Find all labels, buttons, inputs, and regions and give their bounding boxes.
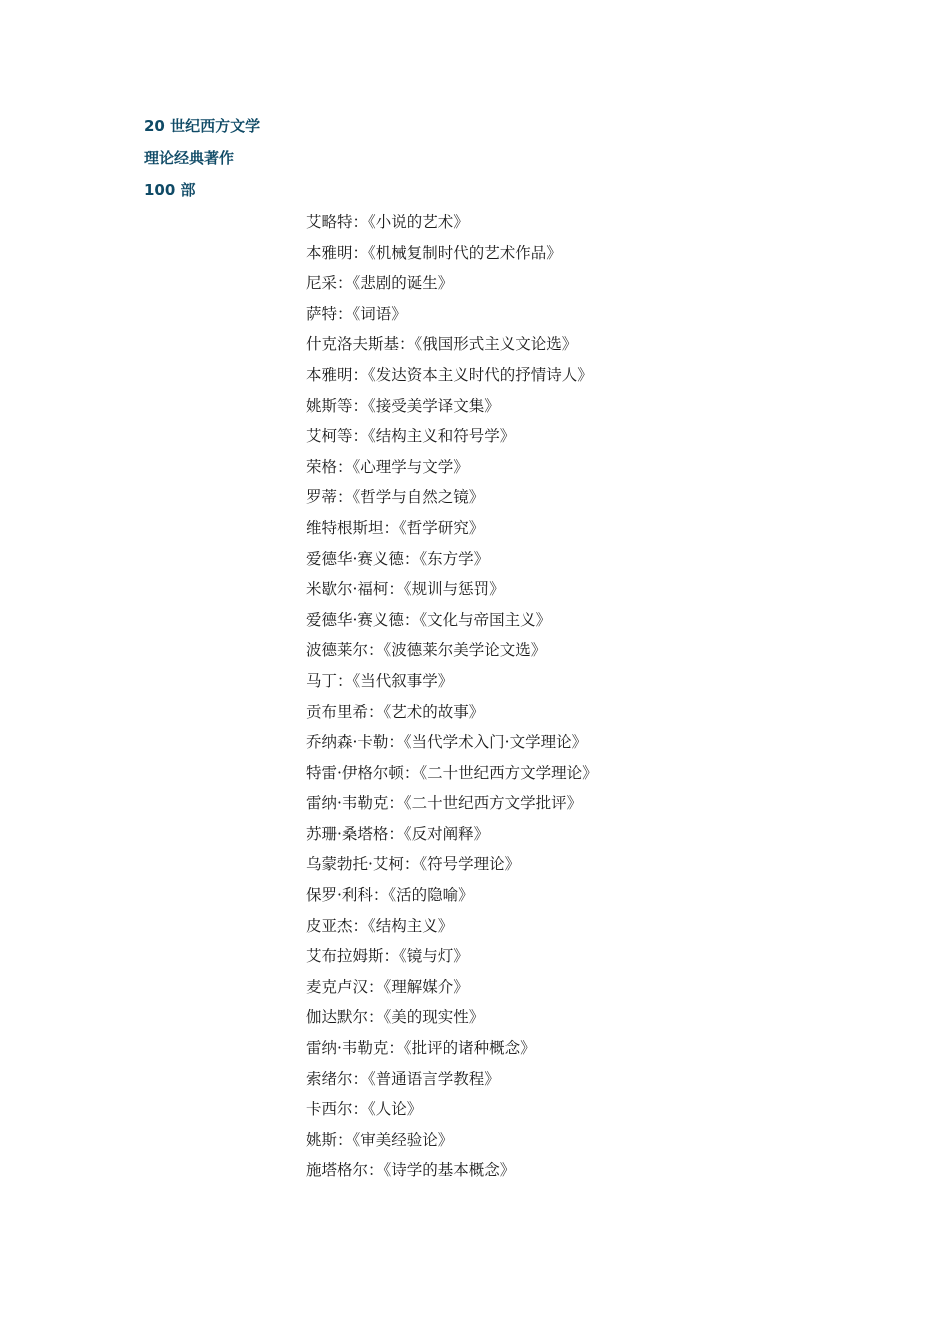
book-entry: 维特根斯坦：《哲学研究》: [306, 518, 485, 537]
book-entry: 保罗·利科：《活的隐喻》: [306, 886, 474, 905]
book-entry: 马丁：《当代叙事学》: [306, 671, 454, 690]
book-entry: 荣格：《心理学与文学》: [306, 457, 469, 476]
book-entry: 雷纳·韦勒克：《批评的诸种概念》: [306, 1039, 536, 1058]
book-entry: 波德莱尔：《波德莱尔美学论文选》: [306, 641, 547, 660]
book-entry: 本雅明：《机械复制时代的艺术作品》: [306, 243, 562, 262]
book-entry: 乌蒙勃托·艾柯：《符号学理论》: [306, 855, 521, 874]
book-entry: 尼采：《悲剧的诞生》: [306, 274, 454, 293]
book-entry: 特雷·伊格尔顿：《二十世纪西方文学理论》: [306, 763, 598, 782]
book-entry: 艾柯等：《结构主义和符号学》: [306, 427, 516, 446]
book-entry: 索绪尔：《普通语言学教程》: [306, 1069, 500, 1088]
book-entry: 施塔格尔：《诗学的基本概念》: [306, 1161, 516, 1180]
book-entry: 艾略特：《小说的艺术》: [306, 213, 469, 231]
book-entry: 萨特：《词语》: [306, 304, 407, 323]
book-entry: 雷纳·韦勒克：《二十世纪西方文学批评》: [306, 794, 583, 813]
book-entry: 米歇尔·福柯：《规训与惩罚》: [306, 580, 505, 599]
book-entry: 爱德华·赛义德：《东方学》: [306, 549, 490, 568]
book-entry: 爱德华·赛义德：《文化与帝国主义》: [306, 610, 552, 629]
book-entry: 苏珊·桑塔格：《反对阐释》: [306, 824, 490, 843]
book-entry: 贡布里希：《艺术的故事》: [306, 702, 485, 721]
book-list: [306, 207, 598, 1186]
book-entry: 皮亚杰：《结构主义》: [306, 916, 454, 935]
book-entry: 罗蒂：《哲学与自然之镜》: [306, 488, 485, 507]
book-entry: 麦克卢汉：《理解媒介》: [306, 977, 469, 996]
book-entry: 姚斯等：《接受美学译文集》: [306, 396, 500, 415]
page-heading: [144, 110, 260, 206]
heading-line-3: 100 部: [144, 181, 196, 199]
book-entry: 什克洛夫斯基：《俄国形式主义文论选》: [306, 335, 578, 354]
book-entry: 乔纳森·卡勒：《当代学术入门·文学理论》: [306, 733, 588, 752]
heading-line-1: 20 世纪西方文学: [144, 117, 261, 135]
book-entry: 姚斯：《审美经验论》: [306, 1130, 454, 1149]
book-entry: 伽达默尔：《美的现实性》: [306, 1008, 485, 1027]
book-entry: 卡西尔：《人论》: [306, 1100, 423, 1119]
book-entry: 艾布拉姆斯：《镜与灯》: [306, 947, 469, 966]
heading-line-2: 理论经典著作: [144, 149, 235, 167]
book-entry: 本雅明：《发达资本主义时代的抒情诗人》: [306, 365, 593, 384]
